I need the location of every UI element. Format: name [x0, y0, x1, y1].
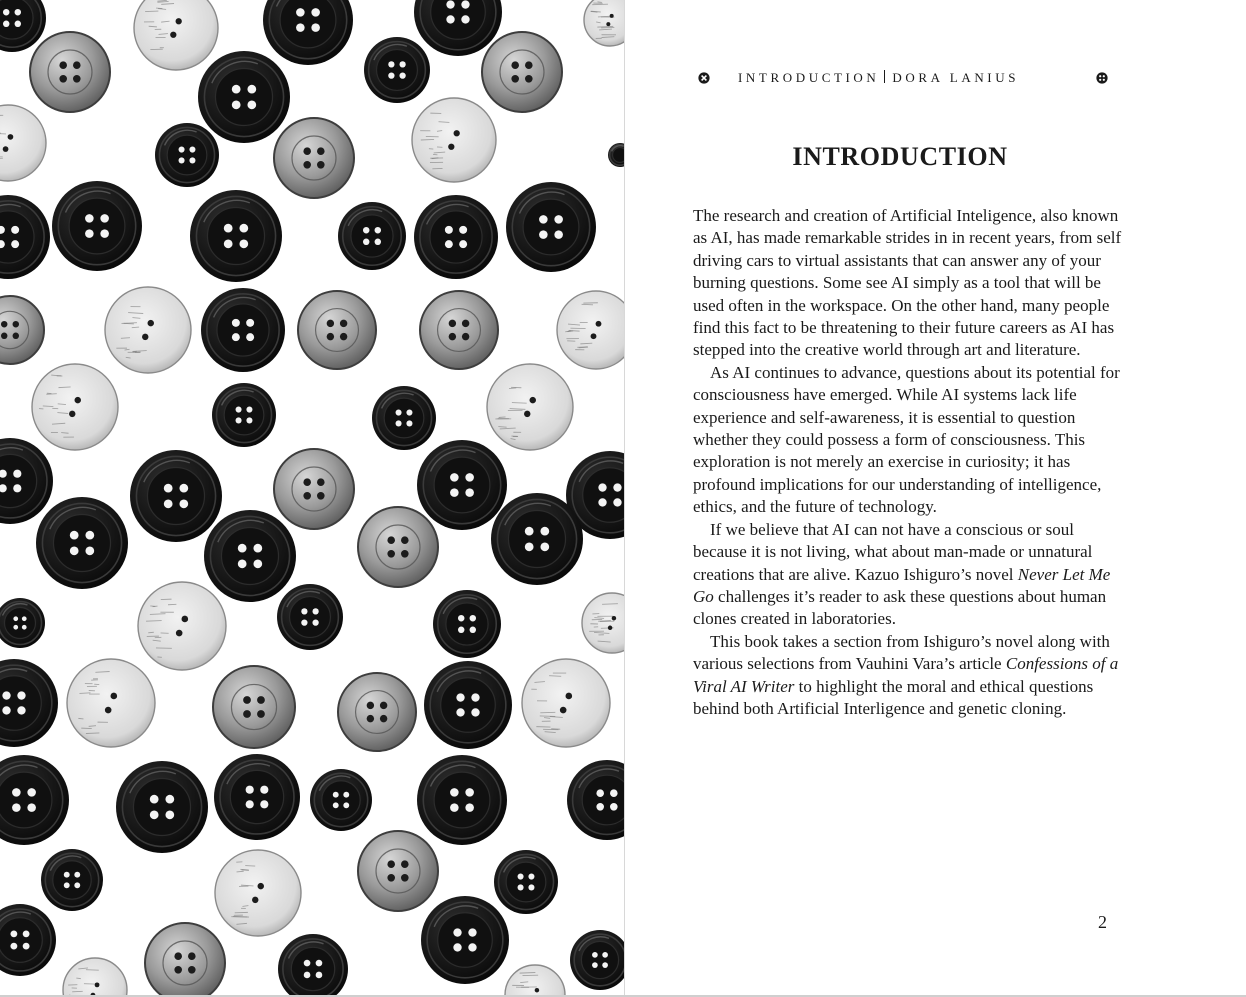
sewing-button-icon [358, 507, 438, 587]
sewing-button-icon [491, 493, 583, 585]
sewing-button-icon [487, 364, 573, 450]
sewing-button-icon [298, 291, 376, 369]
sewing-button-icon [0, 598, 45, 648]
sewing-button-icon [414, 0, 502, 56]
sewing-button-icon [310, 769, 372, 831]
sewing-button-icon [505, 965, 565, 995]
sewing-button-icon [145, 923, 225, 995]
sewing-button-icon [52, 181, 142, 271]
sewing-button-icon [358, 831, 438, 911]
sewing-button-icon [494, 850, 558, 914]
sewing-button-icon [482, 32, 562, 112]
sewing-button-icon [414, 195, 498, 279]
sewing-button-icon [417, 440, 507, 530]
book-title: Confessions of a Viral AI Writer [693, 654, 1119, 696]
paragraph-text: The research and creation of Artificial Inteligence, also known as AI, has made remarkable strides in in recent years, from self driving cars to virtual assistants that can answer any of your burning questions. Some see AI simply as a tool that will be used often in the workspace. On the other hand, many people find this fact to be threatening to their future careers as AI has stepped into the creative world through art and literature. [693, 206, 1122, 360]
button-pattern-illustration [0, 0, 624, 995]
sewing-button-icon [212, 383, 276, 447]
sewing-button-icon [338, 673, 416, 751]
sewing-button-icon [213, 666, 295, 748]
sewing-button-icon [557, 291, 624, 369]
sewing-button-icon [155, 123, 219, 187]
sewing-button-icon [190, 190, 282, 282]
button-pattern-page [0, 0, 624, 995]
running-head-text [738, 69, 1019, 87]
sewing-button-icon [372, 386, 436, 450]
sewing-button-icon [36, 497, 128, 589]
sewing-button-icon [116, 761, 208, 853]
book-title: Never Let Me Go [693, 564, 1111, 606]
sewing-button-icon [0, 659, 58, 747]
sewing-button-icon [567, 760, 624, 840]
running-head-section: INTRODUCTION [738, 70, 880, 85]
sewing-button-icon [198, 51, 290, 143]
sewing-button-icon [424, 661, 512, 749]
body-paragraph [693, 362, 1123, 519]
sewing-button-icon [134, 0, 218, 70]
page-number: 2 [1098, 912, 1107, 932]
sewing-button-icon [278, 934, 348, 995]
running-head-separator [884, 70, 885, 83]
paragraph-text: As AI continues to advance, questions about its potential for consciousness have emerged. While AI systems lack life experience and self-awareness, it is essential to question whether they could possess a form of consciousness. This exploration is not merely an exercise in curiosity; it has profound implications for our understanding of intelligence, ethics, and the future of technology. [693, 362, 1120, 517]
sewing-button-icon [277, 584, 343, 650]
sewing-button-icon [274, 118, 354, 198]
sewing-button-icon [130, 450, 222, 542]
paragraph-text: to highlight the moral and ethical questions behind both Artificial Interligence and genetic cloning. [693, 676, 1094, 718]
sewing-button-icon [412, 98, 496, 182]
sewing-button-icon [0, 904, 56, 976]
sewing-button-icon [433, 590, 501, 658]
paragraph-text: challenges it’s reader to ask these questions about human clones created in laboratories. [693, 586, 1107, 629]
sewing-button-icon [608, 143, 624, 167]
sewing-button-icon [63, 958, 127, 995]
sewing-button-icon [201, 288, 285, 372]
sewing-button-icon [584, 0, 624, 46]
sewing-button-icon [30, 32, 110, 112]
body-paragraph [693, 631, 1123, 721]
sewing-button-icon [204, 510, 296, 602]
sewing-button-icon [0, 105, 46, 181]
chapter-title: INTRODUCTION [792, 142, 1008, 171]
sewing-button-icon [506, 182, 596, 272]
sewing-button-icon [420, 291, 498, 369]
body-text [693, 205, 1123, 720]
running-head-author: DORA LANIUS [892, 70, 1020, 85]
sewing-button-icon [522, 659, 610, 747]
sewing-button-icon [105, 287, 191, 373]
sewing-button-icon [138, 582, 226, 670]
body-paragraph [693, 519, 1123, 631]
sewing-button-icon [421, 896, 509, 984]
text-page [625, 0, 1246, 995]
sewing-button-icon [570, 930, 624, 990]
sewing-button-icon [417, 755, 507, 845]
body-paragraph [693, 205, 1123, 362]
sewing-button-icon [274, 449, 354, 529]
paragraph-text: This book takes a section from Ishiguro’s novel along with various selections from Vauhini Vara’s article [693, 631, 1110, 674]
ornament-icon [698, 72, 710, 84]
sewing-button-icon [582, 593, 624, 653]
sewing-button-icon [0, 296, 44, 364]
ornament-icon [1096, 72, 1108, 84]
sewing-button-icon [338, 202, 406, 270]
sewing-button-icon [0, 438, 53, 524]
sewing-button-icon [215, 850, 301, 936]
sewing-button-icon [364, 37, 430, 103]
sewing-button-icon [0, 755, 69, 845]
sewing-button-icon [32, 364, 118, 450]
running-head [695, 69, 1113, 87]
sewing-button-icon [214, 754, 300, 840]
sewing-button-icon [0, 195, 50, 279]
paragraph-text: If we believe that AI can not have a conscious or soul because it is not living, what about man-made or unnatural creations that are alive. Kazuo Ishiguro’s novel [693, 519, 1093, 584]
sewing-button-icon [41, 849, 103, 911]
sewing-button-icon [67, 659, 155, 747]
sewing-button-icon [263, 0, 353, 65]
sewing-button-icon [0, 0, 46, 52]
